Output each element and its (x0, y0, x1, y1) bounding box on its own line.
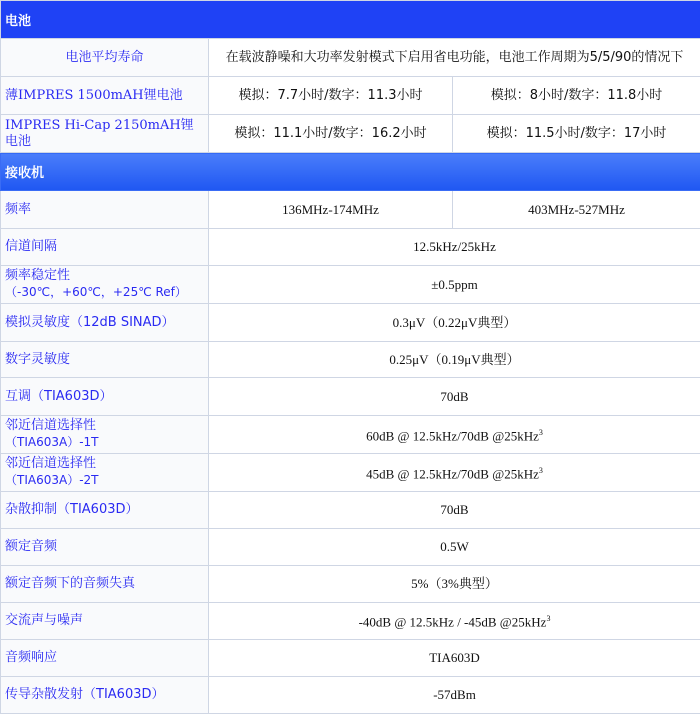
row-sublabel-text: （TIA603A）-1T (5, 435, 99, 449)
footnote-marker: 3 (546, 614, 550, 623)
table-row (1, 115, 700, 153)
receiver-row-value (209, 566, 700, 603)
footnote-marker: 3 (539, 428, 543, 437)
row-value-text: 70dB (440, 389, 468, 404)
row-sublabel-text: （-30℃，+60℃，+25℃ Ref） (5, 285, 187, 299)
receiver-row-label (1, 229, 209, 266)
footnote-marker: 3 (539, 466, 543, 475)
receiver-row-value (209, 603, 700, 640)
receiver-row-label (1, 677, 209, 714)
battery-value-2: 模拟：11.5小时/数字：17小时 (453, 115, 700, 153)
receiver-row-value (209, 378, 700, 416)
receiver-row-label (1, 603, 209, 640)
battery-section-title: 电池 (1, 1, 700, 39)
receiver-row-label (1, 566, 209, 603)
table-row (1, 566, 700, 603)
table-row (1, 492, 700, 529)
battery-label: 薄IMPRES 1500mAH锂电池 (1, 77, 209, 115)
receiver-row-label (1, 304, 209, 342)
receiver-row-value (209, 416, 700, 454)
receiver-rows (1, 229, 700, 714)
row-value-text: -57dBm (433, 687, 476, 702)
battery-label: IMPRES Hi-Cap 2150mAH锂电池 (1, 115, 209, 153)
receiver-row-label (1, 454, 209, 492)
table-row (1, 229, 700, 266)
avg-life-desc: 在载波静噪和大功率发射模式下启用省电功能，电池工作周期为5/5/90的情况下 (209, 39, 700, 77)
receiver-row-label (1, 416, 209, 454)
table-row (1, 529, 700, 566)
receiver-row-label (1, 492, 209, 529)
row-label-text: 频率稳定性 (5, 268, 70, 283)
row-value-text: ±0.5ppm (431, 277, 478, 292)
receiver-row-value (209, 640, 700, 677)
row-label-text: 互调（TIA603D） (5, 389, 113, 404)
row-value-text: 5%（3%典型） (411, 576, 498, 591)
table-row (1, 266, 700, 304)
table-row (1, 416, 700, 454)
freq-value-2: 403MHz-527MHz (453, 191, 700, 229)
battery-value-1: 模拟：7.7小时/数字：11.3小时 (209, 77, 453, 115)
row-value-text: 0.5W (440, 539, 469, 554)
row-value-text: 60dB @ 12.5kHz/70dB @25kHz (366, 428, 539, 443)
battery-section-header (1, 1, 700, 39)
row-value-text: 0.3μV（0.22μV典型） (393, 315, 517, 330)
receiver-row-value (209, 229, 700, 266)
receiver-row-value (209, 492, 700, 529)
row-label-text: 邻近信道选择性 (5, 456, 96, 471)
row-label-text: 信道间隔 (5, 239, 57, 254)
row-label-text: 交流声与噪声 (5, 613, 83, 628)
receiver-section-header (1, 153, 700, 191)
receiver-row-value (209, 342, 700, 378)
receiver-row-label (1, 529, 209, 566)
table-row (1, 191, 700, 229)
freq-value-1: 136MHz-174MHz (209, 191, 453, 229)
row-value-text: TIA603D (429, 650, 480, 665)
row-label-text: 音频响应 (5, 650, 57, 665)
receiver-section-title: 接收机 (1, 153, 700, 191)
row-sublabel-text: （TIA603A）-2T (5, 473, 99, 487)
row-label-text: 额定音频 (5, 539, 57, 554)
row-label-text: 额定音频下的音频失真 (5, 576, 135, 591)
table-row (1, 39, 700, 77)
table-row (1, 454, 700, 492)
table-row (1, 304, 700, 342)
receiver-row-value (209, 677, 700, 714)
row-label-text: 模拟灵敏度（12dB SINAD） (5, 315, 175, 330)
receiver-row-value (209, 529, 700, 566)
row-label-text: 邻近信道选择性 (5, 418, 96, 433)
table-row (1, 77, 700, 115)
table-row (1, 640, 700, 677)
receiver-row-label (1, 640, 209, 677)
battery-value-1: 模拟：11.1小时/数字：16.2小时 (209, 115, 453, 153)
row-label-text: 传导杂散发射（TIA603D） (5, 687, 165, 702)
receiver-row-value (209, 266, 700, 304)
receiver-row-label (1, 342, 209, 378)
row-label-text: 杂散抑制（TIA603D） (5, 502, 139, 517)
row-value-text: 45dB @ 12.5kHz/70dB @25kHz (366, 466, 539, 481)
freq-label: 频率 (1, 191, 209, 229)
receiver-row-value (209, 304, 700, 342)
table-row (1, 603, 700, 640)
row-value-text: 0.25μV（0.19μV典型） (389, 352, 519, 367)
avg-life-label: 电池平均寿命 (1, 39, 209, 77)
receiver-row-value (209, 454, 700, 492)
receiver-row-label (1, 266, 209, 304)
table-row (1, 378, 700, 416)
battery-value-2: 模拟：8小时/数字：11.8小时 (453, 77, 700, 115)
row-value-text: 12.5kHz/25kHz (413, 239, 496, 254)
row-value-text: 70dB (440, 502, 468, 517)
table-row (1, 677, 700, 714)
table-row (1, 342, 700, 378)
receiver-row-label (1, 378, 209, 416)
row-value-text: -40dB @ 12.5kHz / -45dB @25kHz (359, 615, 547, 630)
row-label-text: 数字灵敏度 (5, 352, 70, 367)
